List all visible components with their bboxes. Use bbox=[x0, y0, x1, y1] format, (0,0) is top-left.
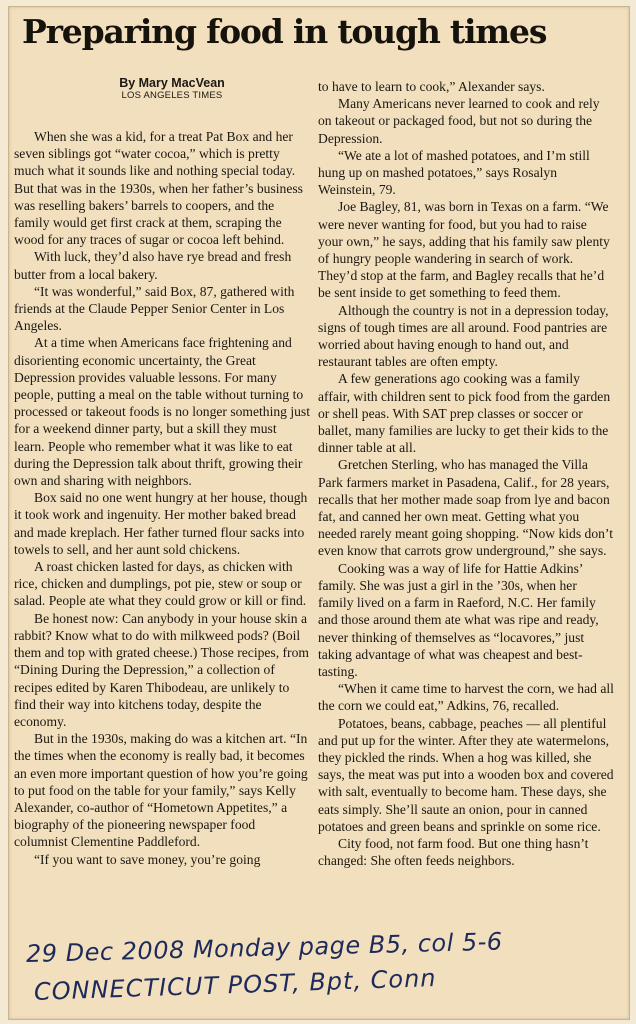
paragraph: But in the 1930s, making do was a kitchen art. “In the times when the economy is really bad, it becomes an even more important question of how you’re going to put food on the table for your family,” says Kelly Alexander, co-author of “Hometown Appetites,” a biography of the pioneering newspaper food columnist Clementine Paddleford. bbox=[14, 731, 308, 850]
paragraph: At a time when Americans face frightening and disorienting economic uncertainty, the Great Depression provides valuable lessons. For many people, putting a meal on the table without turning to processed or takeout foods is no longer something just for a weekend dinner party, but a skill they must learn. People who remember what it was like to eat during the Depression talk about thrift, growing their own and sharing with neighbors. bbox=[14, 335, 310, 489]
paragraph: “We ate a lot of mashed potatoes, and I’m still hung up on mashed potatoes,” says Rosalyn Weinstein, 79. bbox=[318, 147, 590, 198]
paragraph: With luck, they’d also have rye bread and fresh butter from a local bakery. bbox=[14, 249, 292, 282]
paragraph: City food, not farm food. But one thing hasn’t changed: She often feeds neighbors. bbox=[318, 835, 589, 869]
paragraph: Joe Bagley, 81, was born in Texas on a farm. “We were never wanting for food, but you had to raise your own,” he says, adding that his family saw plenty of hungry people wandering in search of work. They’d stop at the farm, and Bagley recalls that he’d be sent inside to get something to feed them. bbox=[318, 199, 610, 301]
paragraph: A few generations ago cooking was a family affair, with children sent to pick food from the garden or shell peas. With SAT prep classes or soccer or ballet, many families are lucky to get their kids to the dinner table at all. bbox=[318, 371, 611, 456]
paragraph: Potatoes, beans, cabbage, peaches — all plentiful and put up for the winter. After they ate watermelons, they pickled the rinds. When a hog was killed, she says, the meat was put into a wooden box and covered with salt, eventually to become ham. These days, she eats simply. She’ll saute an onion, pour in canned potatoes and green beans and sprinkle on some rice. bbox=[318, 715, 614, 834]
headline: Preparing food in tough times bbox=[22, 12, 547, 51]
paragraph: Although the country is not in a depression today, signs of tough times are all around. Food pantries are worried about having enough to hand out, and restaurant tables are often empty. bbox=[318, 302, 609, 370]
paragraph: A roast chicken lasted for days, as chicken with rice, chicken and dumplings, pot pie, stew or soup or salad. People ate what they could grow or kill or find. bbox=[14, 559, 307, 609]
paragraph: “It was wonderful,” said Box, 87, gathered with friends at the Claude Pepper Senior Center in Los Angeles. bbox=[14, 283, 295, 334]
byline-author: By Mary MacVean bbox=[119, 76, 225, 90]
paragraph-continuation: to have to learn to cook,” Alexander says. bbox=[318, 79, 545, 94]
paragraph: Be honest now: Can anybody in your house skin a rabbit? Know what to do with milkweed pods? (Boil them and top with grated cheese.) Those recipes, from “Dining During the Depression,” a collection of recipes edited by Karen Thibodeau, are unlikely to find their way into kitchens today, despite the economy. bbox=[14, 610, 309, 729]
paragraph: “If you want to save money, you’re going bbox=[34, 851, 261, 867]
left-column bbox=[14, 76, 310, 868]
paragraph: “When it came time to harvest the corn, we had all the corn we could eat,” Adkins, 76, recalled. bbox=[318, 681, 614, 714]
paragraph: Box said no one went hungry at her house, though it took work and ingenuity. Her mother baked bread and made kreplach. Her father turned flour sacks into towels to sell, and her aunt sold chickens. bbox=[14, 490, 308, 557]
handwritten-date-note: 29 Dec 2008 Monday page B5, col 5-6 bbox=[25, 927, 503, 968]
paragraph: Cooking was a way of life for Hattie Adkins’ family. She was just a girl in the ’30s, when her family lived on a farm in Raeford, N.C. Her family and those around them ate what was ripe and ready, never thinking of themselves as “locavores,” just taking advantage of what was cheapest and best-tasting. bbox=[318, 560, 599, 679]
byline-block bbox=[14, 76, 310, 102]
paragraph: Many Americans never learned to cook and rely on takeout or packaged food, but not so during the Depression. bbox=[318, 96, 600, 146]
byline-source: LOS ANGELES TIMES bbox=[121, 90, 223, 101]
paragraph: When she was a kid, for a treat Pat Box and her seven siblings got “water cocoa,” which is pretty much what it sounds like and nothing special today. But that was in the 1930s, when her father’s business was reselling bakers’ barrels to coopers, and the family would get first crack at them, scraping the wood for any traces of sugar or cocoa left behind. bbox=[14, 129, 303, 248]
handwritten-source-note: CONNECTICUT POST, Bpt, Conn bbox=[33, 963, 437, 1006]
right-column bbox=[318, 78, 614, 869]
paragraph: Gretchen Sterling, who has managed the Villa Park farmers market in Pasadena, Calif., for 28 years, recalls that her mother made soap from lye and bacon fat, and canned her own meat. Getting what you needed rarely meant going shopping. “Now kids don’t even know that carrots grow underground,” she says. bbox=[318, 457, 613, 559]
